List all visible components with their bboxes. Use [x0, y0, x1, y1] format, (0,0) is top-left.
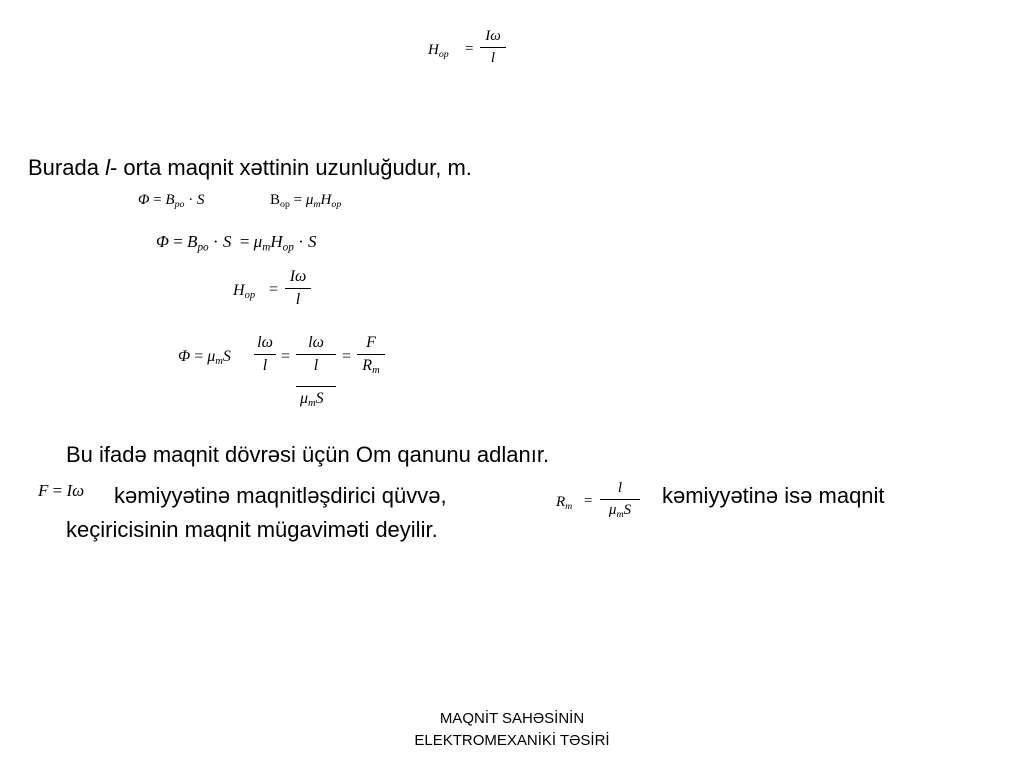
sentence-burada: Burada l- orta maqnit xəttinin uzunluğudur, m. — [28, 155, 472, 180]
formula-ohm-law-derivation: $\Phi = \mu_mS$ lω l = lω l $\mu_mS$ = F $R_m$ — [178, 334, 398, 414]
formula-flux: $\Phi = B_{po} \cdot S$ — [138, 192, 205, 210]
formula-b-op: $B_{op} = \mu_mH_{op}$ — [270, 192, 342, 210]
formula-flux-expanded: $\Phi = B_{po} \cdot S = \mu_mH_{op} \cdot S$ — [156, 232, 317, 254]
formula-mmf: F = Iω — [38, 481, 85, 500]
formula-h-op-middle: $H_{op}$ = Iω l — [233, 268, 313, 318]
formula-h-op-top: $H_{op}$ = Iω l — [428, 28, 508, 76]
footer-line-2: ELEKTROMEXANİKİ TƏSİRİ — [414, 732, 610, 749]
formula-reluctance: $R_m$ = l $\mu_mS$ — [556, 480, 646, 530]
sentence-mmf-part2: kəmiyyətinə isə maqnit — [662, 483, 885, 508]
footer-line-1: MAQNİT SAHƏSİNİN — [439, 710, 585, 727]
sentence-mmf-part3: keçiricisinin maqnit mügaviməti deyilir. — [66, 517, 438, 542]
footer-title — [332, 708, 692, 752]
sentence-mmf-part1: kəmiyyətinə maqnitləşdirici qüvvə, — [114, 483, 447, 508]
sentence-ohm-law: Bu ifadə maqnit dövrəsi üçün Om qanunu adlanır. — [66, 442, 550, 467]
